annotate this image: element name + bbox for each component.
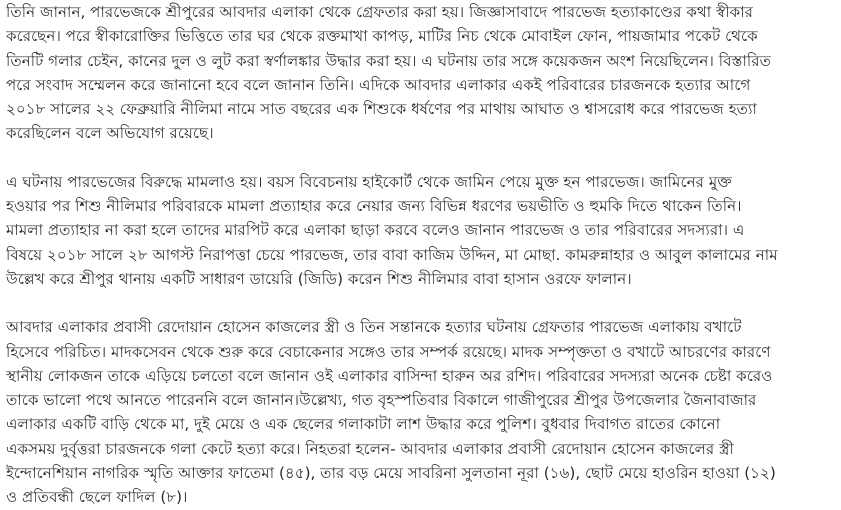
paragraph-line: বিষয়ে ২০১৮ সালে ২৮ আগস্ট নিরাপত্তা চেয়ে পারভেজ, তার বাবা কাজিম উদ্দিন, মা মোছা. কামরুন্নাহার ও আবুল কালামের নাম — [6, 245, 778, 264]
paragraph-line: তিনটি গলার চেইন, কানের দুল ও লুট করা স্বর্ণালঙ্কার উদ্ধার করা হয়। এ ঘটনায় তার সঙ্গে কয়েকজন অংশ নিয়েছিলেন। বিস্তারিত — [6, 51, 771, 70]
paragraph-line: করেছিলেন বলে অভিযোগ রয়েছে। — [6, 124, 214, 143]
paragraph-line: তিনি জানান, পারভেজকে শ্রীপুরের আবদার এলাকা থেকে গ্রেফতার করা হয়। জিজ্ঞাসাবাদে পারভেজ হত্যাকাণ্ডের কথা স্বীকার — [6, 3, 753, 21]
paragraph-line: ২০১৮ সালের ২২ ফেব্রুয়ারি নীলিমা নামে সাত বছরের এক শিশুকে ধর্ষণের পর মাথায় আঘাত ও শ্বাসরোধ করে পারভেজ হত্যা — [6, 100, 757, 119]
article-paragraph-3 — [6, 315, 838, 509]
paragraph-line: স্থানীয় লোকজন তাকে এড়িয়ে চলতো বলে জানান ওই এলাকার বাসিন্দা হারুন অর রশিদ। পরিবারের সদস্যরা অনেক চেষ্টা করেও — [6, 366, 773, 385]
paragraph-line: মামলা প্রত্যাহার না করা হলে তাদের মারপিট করে এলাকা ছাড়া করবে বলেও জানান পারভেজ ও তার পরিবারের সদস্যরা। এ — [6, 221, 745, 240]
paragraph-line: একসময় দুর্বৃত্তরা চারজনকে গলা কেটে হত্যা করে। নিহতরা হলেন- আবদার এলাকার প্রবাসী রেদোয়ান হোসেন কাজলের স্ত্রী — [6, 439, 734, 458]
paragraph-line: তাকে ভালো পথে আনতে পারেননি বলে জানান।উল্লেখ্য, গত বৃহস্পতিবার বিকালে গাজীপুরের শ্রীপুর উপজেলার জৈনাবাজার — [6, 391, 757, 410]
paragraph-line: আবদার এলাকার প্রবাসী রেদোয়ান হোসেন কাজলের স্ত্রী ও তিন সন্তানকে হত্যার ঘটনায় গ্রেফতার পারভেজ এলাকায় বখাটে — [6, 318, 742, 337]
article-paragraph-2 — [6, 170, 838, 291]
paragraph-line: করেছেন। পরে স্বীকারোক্তির ভিত্তিতে তার ঘর থেকে রক্তমাখা কাপড়, মাটির নিচ থেকে মোবাইল ফোন, পায়জামার পকেট থেকে — [6, 27, 758, 46]
paragraph-line: এলাকার একটি বাড়ি থেকে মা, দুই মেয়ে ও এক ছেলের গলাকাটা লাশ উদ্ধার করে পুলিশ। বুধবার দিবাগত রাতের কোনো — [6, 415, 721, 434]
paragraph-line: পরে সংবাদ সম্মেলন করে জানানো হবে বলে জানান তিনি। এদিকে আবদার এলাকার একই পরিবারের চারজনকে হত্যার আগে — [6, 75, 751, 94]
paragraph-line: হিসেবে পরিচিত। মাদকসেবন থেকে শুরু করে বেচাকেনার সঙ্গেও তার সম্পর্ক রয়েছে। মাদক সম্পৃক্ততা ও বখাটে আচরণের কারণে — [6, 342, 771, 361]
article-body — [6, 0, 838, 510]
paragraph-line: উল্লেখ করে শ্রীপুর থানায় একটি সাধারণ ডায়েরি (জিডি) করেন শিশু নীলিমার বাবা হাসান ওরফে ফালান। — [6, 269, 632, 288]
article-paragraph-1 — [6, 0, 838, 146]
paragraph-line: হওয়ার পর শিশু নীলিমার পরিবারকে মামলা প্রত্যাহার করে নেয়ার জন্য বিভিন্ন ধরণের ভয়ভীতি ও হুমকি দিতে থাকেন তিনি। — [6, 197, 742, 216]
paragraph-line: ও প্রতিবন্ধী ছেলে ফাদিল (৮)। — [6, 488, 188, 507]
paragraph-line: ইন্দোনেশিয়ান নাগরিক স্মৃতি আক্তার ফাতেমা (৪৫), তার বড় মেয়ে সাবরিনা সুলতানা নূরা (১৬), ছোট মেয়ে হাওরিন হাওয়া (১২) — [6, 464, 776, 483]
paragraph-line: এ ঘটনায় পারভেজের বিরুদ্ধে মামলাও হয়। বয়স বিবেচনায় হাইকোর্ট থেকে জামিন পেয়ে মুক্ত হন পারভেজ। জামিনের মুক্ত — [6, 172, 732, 191]
